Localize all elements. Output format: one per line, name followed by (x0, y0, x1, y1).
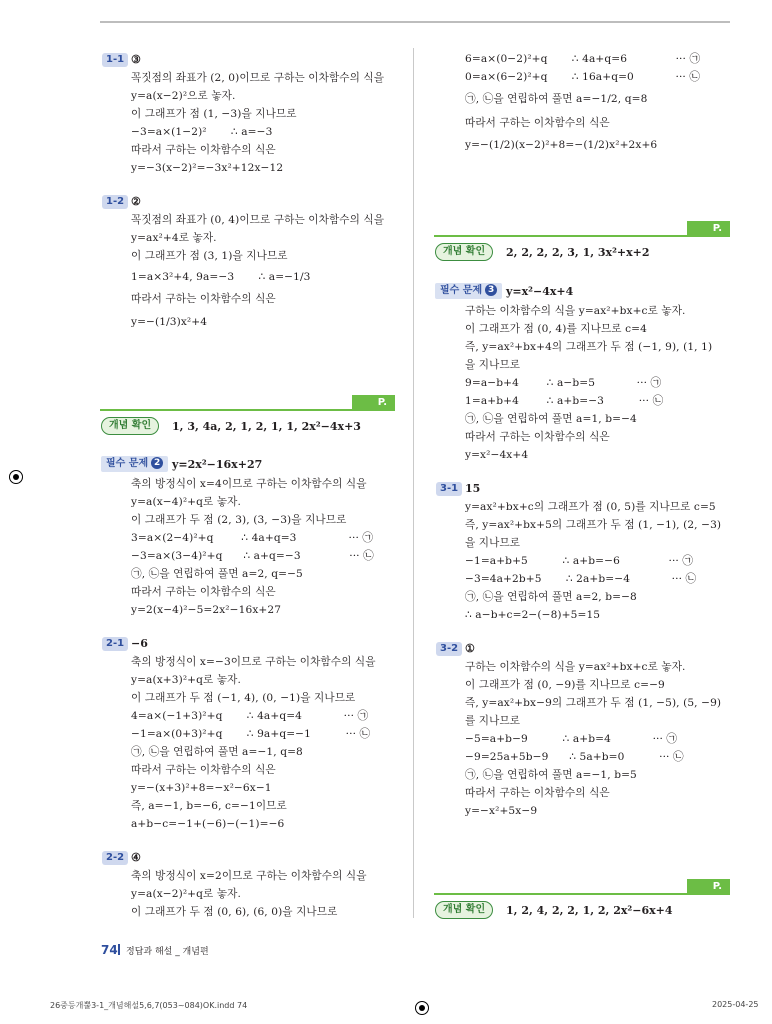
line: ㉠, ㉡을 연립하여 풀면 a=2, q=−5 (131, 568, 303, 580)
page-ref-160: P. 160 (352, 395, 395, 411)
line: ∴ a−b+c=2−(−8)+5=15 (465, 609, 601, 621)
line: ㉠, ㉡을 연립하여 풀면 a=2, b=−8 (465, 591, 637, 603)
line: y=ax²+bx+c의 그래프가 점 (0, 5)를 지나므로 c=5 (465, 501, 716, 513)
slug-filename: 26중등개뿔3-1_개념해설5,6,7(053~084)OK.indd 74 (50, 1001, 248, 1010)
line: −3=4a+2b+5 ∴ 2a+b=−4 ··· ㉡ (465, 573, 697, 585)
line: y=a(x−2)²+q로 놓자. (131, 888, 241, 900)
line: 즉, a=−1, b=−6, c=−1이므로 (131, 800, 287, 812)
line: 이 그래프가 점 (0, 4)를 지나므로 c=4 (465, 323, 647, 335)
line: y=−3(x−2)²=−3x²+12x−12 (131, 162, 284, 174)
line: y=2(x−4)²−5=2x²−16x+27 (131, 604, 282, 616)
required-problem-badge (435, 283, 502, 299)
line: y=ax²+4로 놓자. (131, 232, 217, 244)
line: 따라서 구하는 이차함수의 식은 (131, 293, 276, 305)
line: ㉠, ㉡을 연립하여 풀면 a=−1/2, q=8 (465, 93, 648, 105)
line: 구하는 이차함수의 식을 y=ax²+bx+c로 놓자. (465, 661, 686, 673)
line: y=−(1/3)x²+4 (131, 316, 208, 328)
footer-separator (118, 944, 120, 955)
line: y=−(x+3)²+8=−x²−6x−1 (131, 782, 272, 794)
line: ㉠, ㉡을 연립하여 풀면 a=−1, q=8 (131, 746, 303, 758)
concept-check-answer: 1, 2, 4, 2, 2, 1, 2, 2x²−6x+4 (506, 904, 673, 917)
line: −1=a×(0+3)²+q ∴ 9a+q=−1 ··· ㉡ (131, 728, 371, 740)
footer-section: 정답과 해설 _ 개념편 (126, 947, 209, 957)
line: 따라서 구하는 이차함수의 식은 (131, 144, 276, 156)
registration-mark-icon (415, 1001, 429, 1015)
badge-label: 필수 문제 (106, 458, 149, 469)
page-ref-162: P. 162 (687, 879, 730, 895)
page-ref-rule (100, 409, 395, 411)
line: 이 그래프가 점 (1, −3)을 지나므로 (131, 108, 297, 120)
line: 이 그래프가 두 점 (0, 6), (6, 0)을 지나므로 (131, 906, 338, 918)
line: a+b−c=−1+(−6)−(−1)=−6 (131, 818, 285, 830)
line: 따라서 구하는 이차함수의 식은 (131, 586, 276, 598)
line: 따라서 구하는 이차함수의 식은 (465, 787, 610, 799)
problem-tag-1-1: 1-1 (102, 53, 128, 67)
slug-date: 2025-04-25 (712, 1000, 759, 1009)
line: y=−(1/2)(x−2)²+8=−(1/2)x²+2x+6 (465, 139, 658, 151)
concept-check-badge: 개념 확인 (435, 901, 493, 919)
line: −3=a×(3−4)²+q ∴ a+q=−3 ··· ㉡ (131, 550, 374, 562)
line: 따라서 구하는 이차함수의 식은 (465, 431, 610, 443)
required-problem-answer: y=2x²−16x+27 (172, 458, 263, 471)
answer-2-2: ④ (131, 851, 141, 864)
page-ref-rule (434, 235, 730, 237)
concept-check-badge: 개념 확인 (435, 243, 493, 261)
line: 1=a×3²+4, 9a=−3 ∴ a=−1/3 (131, 271, 311, 283)
line: 이 그래프가 점 (0, −9)를 지나므로 c=−9 (465, 679, 665, 691)
page-ref-rule (434, 893, 730, 895)
line: y=a(x+3)²+q로 놓자. (131, 674, 241, 686)
problem-tag-3-2: 3-2 (436, 642, 462, 656)
line: 1=a+b+4 ∴ a+b=−3 ··· ㉡ (465, 395, 664, 407)
line: y=a(x−2)²으로 놓자. (131, 90, 236, 102)
line: −9=25a+5b−9 ∴ 5a+b=0 ··· ㉡ (465, 751, 684, 763)
concept-check-badge: 개념 확인 (101, 417, 159, 435)
badge-number: 3 (485, 284, 497, 296)
problem-tag-2-2: 2-2 (102, 851, 128, 865)
answer-1-1: ③ (131, 53, 141, 66)
line: 꼭짓점의 좌표가 (2, 0)이므로 구하는 이차함수의 식을 (131, 72, 385, 84)
badge-label: 필수 문제 (440, 285, 483, 296)
column-divider (413, 48, 414, 918)
line: 즉, y=ax²+bx+4의 그래프가 두 점 (−1, 9), (1, 1) (465, 341, 713, 353)
line: 을 지나므로 (465, 359, 521, 371)
line: y=−x²+5x−9 (465, 805, 538, 817)
answer-2-1: −6 (131, 637, 148, 650)
line: 구하는 이차함수의 식을 y=ax²+bx+c로 놓자. (465, 305, 686, 317)
line: 축의 방정식이 x=2이므로 구하는 이차함수의 식을 (131, 870, 367, 882)
answer-3-1: 15 (465, 482, 481, 495)
line: 를 지나므로 (465, 715, 521, 727)
required-problem-badge (101, 456, 168, 472)
line: −3=a×(1−2)² ∴ a=−3 (131, 126, 273, 138)
line: 즉, y=ax²+bx−9의 그래프가 두 점 (1, −5), (5, −9) (465, 697, 722, 709)
page-number: 74 (101, 943, 118, 957)
problem-tag-3-1: 3-1 (436, 482, 462, 496)
line: 이 그래프가 두 점 (−1, 4), (0, −1)을 지나므로 (131, 692, 356, 704)
concept-check-answer: 2, 2, 2, 2, 3, 1, 3x²+x+2 (506, 246, 650, 259)
line: 축의 방정식이 x=4이므로 구하는 이차함수의 식을 (131, 478, 367, 490)
badge-number: 2 (151, 457, 163, 469)
line: 9=a−b+4 ∴ a−b=5 ··· ㉠ (465, 377, 662, 389)
line: 축의 방정식이 x=−3이므로 구하는 이차함수의 식을 (131, 656, 376, 668)
registration-mark-icon (9, 470, 23, 484)
top-rule (100, 21, 730, 23)
required-problem-answer: y=x²−4x+4 (506, 285, 574, 298)
line: 즉, y=ax²+bx+5의 그래프가 두 점 (1, −1), (2, −3) (465, 519, 722, 531)
problem-tag-1-2: 1-2 (102, 195, 128, 209)
line: 을 지나므로 (465, 537, 521, 549)
line: 따라서 구하는 이차함수의 식은 (131, 764, 276, 776)
concept-check-answer: 1, 3, 4a, 2, 1, 2, 1, 1, 2x²−4x+3 (172, 420, 361, 433)
line: 3=a×(2−4)²+q ∴ 4a+q=3 ··· ㉠ (131, 532, 374, 544)
line: 이 그래프가 두 점 (2, 3), (3, −3)을 지나므로 (131, 514, 347, 526)
line: −1=a+b+5 ∴ a+b=−6 ··· ㉠ (465, 555, 694, 567)
problem-tag-2-1: 2-1 (102, 637, 128, 651)
line: 꼭짓점의 좌표가 (0, 4)이므로 구하는 이차함수의 식을 (131, 214, 385, 226)
page-ref-161: P. 161 (687, 221, 730, 237)
line: 따라서 구하는 이차함수의 식은 (465, 117, 610, 129)
line: y=a(x−4)²+q로 놓자. (131, 496, 241, 508)
line: −5=a+b−9 ∴ a+b=4 ··· ㉠ (465, 733, 678, 745)
line: 4=a×(−1+3)²+q ∴ 4a+q=4 ··· ㉠ (131, 710, 369, 722)
line: 0=a×(6−2)²+q ∴ 16a+q=0 ··· ㉡ (465, 71, 701, 83)
line: 이 그래프가 점 (3, 1)을 지나므로 (131, 250, 288, 262)
line: ㉠, ㉡을 연립하여 풀면 a=−1, b=5 (465, 769, 637, 781)
answer-3-2: ① (465, 642, 475, 655)
line: 6=a×(0−2)²+q ∴ 4a+q=6 ··· ㉠ (465, 53, 701, 65)
line: y=x²−4x+4 (465, 449, 529, 461)
line: ㉠, ㉡을 연립하여 풀면 a=1, b=−4 (465, 413, 637, 425)
answer-1-2: ② (131, 195, 141, 208)
